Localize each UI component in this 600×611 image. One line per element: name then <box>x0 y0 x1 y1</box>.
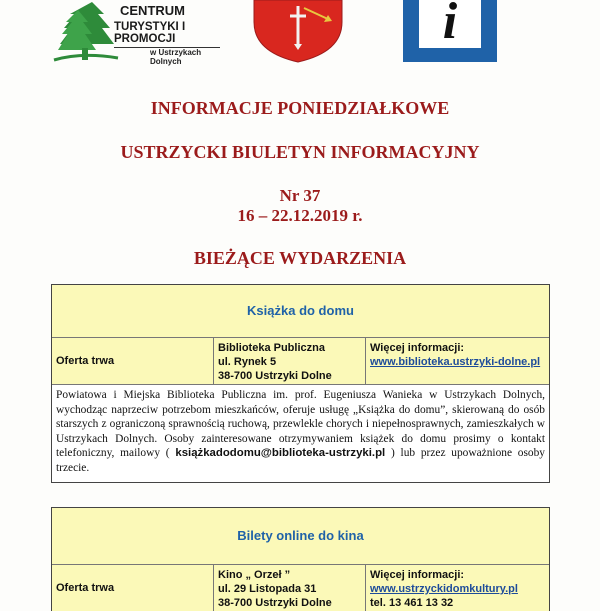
page-title: INFORMACJE PONIEDZIAŁKOWE <box>150 98 450 118</box>
issue-number: Nr 37 <box>279 186 321 205</box>
event-title: Książka do domu <box>52 285 549 338</box>
logo-centrum-turystyki <box>52 0 220 64</box>
event-info-link[interactable]: www.biblioteka.ustrzyki-dolne.pl <box>370 356 541 368</box>
info-icon: i <box>419 0 481 48</box>
event-more-info: Więcej informacji: www.ustrzyckidomkultury.pl tel. 13 461 13 32 <box>366 565 549 611</box>
event-address: Biblioteka Publiczna ul. Rynek 5 38-700 Ustrzyki Dolne <box>214 338 366 384</box>
event-title: Bilety online do kina <box>52 508 549 565</box>
event-info-link[interactable]: www.ustrzyckidomkultury.pl <box>370 583 518 595</box>
event-offer: Oferta trwa <box>52 338 214 384</box>
event-details-row <box>52 338 549 385</box>
logo-text-location: w Ustrzykach Dolnych <box>150 48 202 66</box>
tree-icon <box>52 0 122 64</box>
bulletin-title: USTRZYCKI BIULETYN INFORMACYJNY <box>120 142 480 162</box>
event-offer: Oferta trwa <box>52 565 214 611</box>
issue-dates: 16 – 22.12.2019 r. <box>237 206 363 225</box>
event-phone: tel. 13 461 13 32 <box>370 597 454 609</box>
event-card-ksiazka <box>51 284 550 483</box>
event-address: Kino „ Orzeł ” ul. 29 Listopada 31 38-700 Ustrzyki Dolne <box>214 565 366 611</box>
coat-of-arms-icon <box>250 0 346 64</box>
event-more-info: Więcej informacji: www.biblioteka.ustrzyki-dolne.pl <box>366 338 549 384</box>
logo-text-turystyki: TURYSTYKI I PROMOCJI <box>114 21 220 48</box>
tourist-information-logo <box>403 0 497 62</box>
logo-text-centrum: CENTRUM <box>120 3 185 18</box>
event-details-row <box>52 565 549 611</box>
event-email-link[interactable]: książkadodomu@biblioteka-ustrzyki.pl <box>175 447 386 460</box>
event-card-bilety <box>51 507 550 611</box>
event-description: Powiatowa i Miejska Biblioteka Publiczna im. prof. Eugeniusza Wanieka w Ustrzykach Dolnych, wychodząc naprzeciw potrzebom mieszkańców, oferuje usługę „Książka do domu”, skierowaną do osób starszych z ograniczoną sprawnością ruchową, przewlekle chorych i niepełnosprawnych, zamieszkałych w Ustrzykach Dolnych. Osoby zainteresowane otrzymywaniem książek do domu prosimy o kontakt telefoniczny, mailowy ( książkadodomu@biblioteka-ustrzyki.pl ) lub przez upoważnione osoby trzecie. <box>52 385 549 482</box>
section-heading: BIEŻĄCE WYDARZENIA <box>193 248 407 268</box>
